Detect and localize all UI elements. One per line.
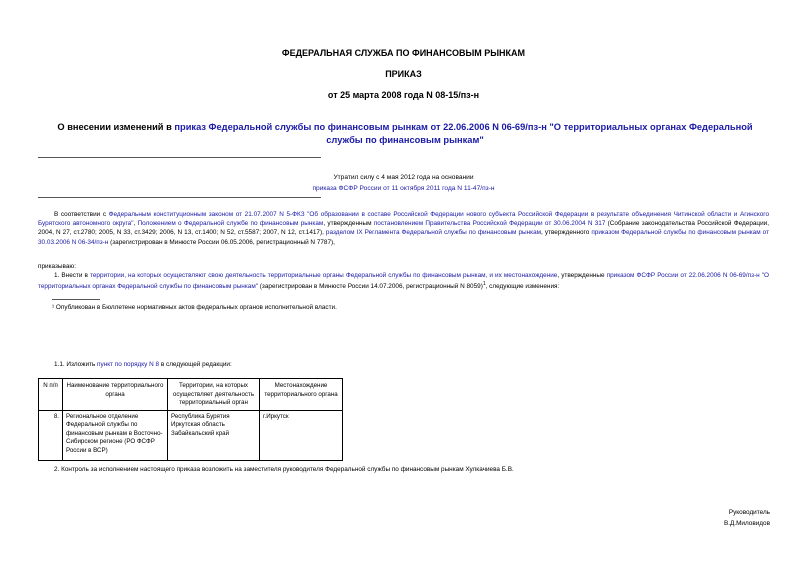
preamble-text-6: (зарегистрирован в Минюсте России 06.05.2006, регистрационный N 7787), bbox=[108, 238, 335, 246]
table-cell-location: г.Иркутск bbox=[260, 410, 343, 460]
item-1-text-3: (зарегистрирован в Минюсте России 14.07.2006, регистрационный N 8059) bbox=[258, 283, 483, 291]
item-2-paragraph: 2. Контроль за исполнением настоящего приказа возложить на заместителя руководителя Федеральной службы по финансовым рынкам Хулкачиева Б.В. bbox=[54, 466, 514, 473]
territorial-bodies-table bbox=[38, 378, 343, 461]
table-header-number: N п/п bbox=[39, 379, 63, 411]
repeal-notice-text: Утратил силу с 4 мая 2012 года на основании bbox=[333, 174, 474, 181]
separator-bottom bbox=[38, 197, 321, 198]
signature-block bbox=[724, 507, 770, 529]
table-header-territories: Территории, на которых осуществляет деятельность территориальный орган bbox=[168, 379, 260, 411]
preamble-link-fkz[interactable]: Федеральным конституционным законом от 21.07.2007 N 5-ФКЗ "Об образовании в составе Российской Федерации нового субъекта Российской Федерации в результате объединения Читинской области и Агинского Бурятского автономного округа" bbox=[38, 211, 769, 228]
item-1-1-text-2: в следующей редакции: bbox=[159, 361, 232, 368]
table-cell-name: Региональное отделение Федеральной службы по финансовым рынкам в Восточно-Сибирском регионе (РО ФСФР России в ВСР) bbox=[63, 410, 168, 460]
preamble-link-resolution[interactable]: постановлением Правительства Российской Федерации от 30.06.2004 N 317 bbox=[373, 220, 606, 228]
footnote-separator bbox=[52, 299, 100, 300]
preamble-text-4: (Собрание законодательства Российской Федерации, 2004, N 27, ст.2780; 2005, N 33, ст.3429; 2006, N 13, ст.1400; N 52, ст.5587; 2007, N 12, ст.1417), bbox=[38, 220, 770, 237]
table-header-location: Местонахождение территориального органа bbox=[260, 379, 343, 411]
document-date-number: от 25 марта 2008 года N 08-15/пз-н bbox=[327, 90, 480, 100]
item-1-text-1: 1. Внести в bbox=[54, 272, 91, 279]
preamble-link-order[interactable]: приказом Федеральной службы по финансовым рынкам от 30.03.2006 N 06-34/пз-н bbox=[38, 229, 769, 246]
preamble-link-regulation[interactable]: Положением о Федеральной службе по финансовым рынкам bbox=[137, 220, 324, 228]
title-link[interactable]: приказ Федеральной службы по финансовым рынкам от 22.06.2006 N 06-69/пз-н "О территориальных органах Федеральной службы по финансовым рынкам" bbox=[174, 122, 753, 145]
footnote-marker: 1 bbox=[482, 281, 486, 288]
item-1-link-territories[interactable]: территории, на которых осуществляют свою деятельность территориальные органы Федеральной службы по финансовым рынкам, и их местонахождение bbox=[90, 272, 558, 279]
item-1-link-order[interactable]: приказом ФСФР России от 22.06.2006 N 06-69/пз-н "О территориальных органах Федеральной службы по финансовым рынкам" bbox=[38, 272, 770, 291]
title-prefix: О внесении изменений в bbox=[57, 122, 175, 132]
document-type: ПРИКАЗ bbox=[385, 69, 422, 79]
preamble-text-3: , утвержденным bbox=[323, 220, 374, 228]
table-header-name: Наименование территориального органа bbox=[63, 379, 168, 411]
item-1-text-4: , следующие изменения: bbox=[485, 283, 560, 291]
document-title bbox=[45, 121, 765, 146]
repeal-notice-link[interactable]: приказа ФСФР России от 11 октября 2011 года N 11-47/пз-н bbox=[312, 185, 495, 192]
footnote-text: ¹ Опубликован в Бюллетене нормативных актов федеральных органов исполнительной власти. bbox=[52, 304, 337, 311]
agency-name: ФЕДЕРАЛЬНАЯ СЛУЖБА ПО ФИНАНСОВЫМ РЫНКАМ bbox=[281, 48, 526, 58]
item-1-text-2: , утвержденные bbox=[557, 272, 607, 279]
preamble-link-section[interactable]: разделом IX Регламента Федеральной службы по финансовым рынкам bbox=[325, 229, 542, 237]
item-1-paragraph bbox=[38, 271, 769, 292]
table-row bbox=[39, 410, 343, 460]
table-cell-territories: Республика Бурятия Иркутская область Забайкальский край bbox=[168, 410, 260, 460]
table-header-row bbox=[39, 379, 343, 411]
item-1-1-link[interactable]: пункт по порядку N 8 bbox=[97, 361, 160, 368]
separator-top bbox=[38, 157, 321, 158]
repeal-notice bbox=[0, 172, 807, 194]
preamble-paragraph bbox=[38, 210, 769, 247]
item-1-1-paragraph bbox=[54, 360, 232, 369]
preamble-text-5: , утвержденного bbox=[541, 229, 592, 237]
item-1-1-text-1: 1.1. Изложить bbox=[54, 361, 98, 368]
signature-role: Руководитель bbox=[728, 509, 770, 516]
order-word: приказываю: bbox=[38, 263, 76, 270]
preamble-text-1: В соответствии с bbox=[54, 211, 109, 218]
preamble-text-2: , bbox=[133, 220, 138, 228]
signature-name: В.Д.Миловидов bbox=[723, 520, 770, 527]
table-cell-number: 8. bbox=[39, 410, 63, 460]
